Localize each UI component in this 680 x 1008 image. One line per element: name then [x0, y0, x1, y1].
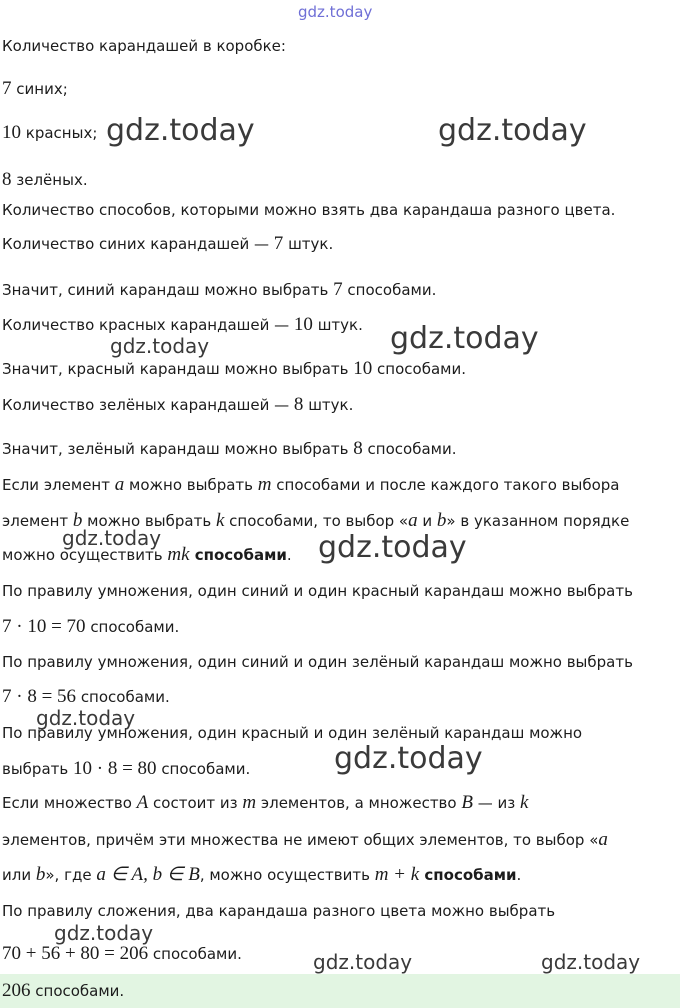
- text: способами.: [372, 360, 466, 378]
- line-l9: [2, 359, 466, 379]
- formula: m + k: [374, 864, 420, 885]
- watermark: gdz.today: [106, 113, 255, 148]
- formula: 7 · 10 = 70: [2, 616, 86, 637]
- line-l24: По правилу сложения, два карандаша разного цвета можно выбрать: [2, 902, 556, 920]
- variable: a: [408, 510, 418, 531]
- text: красных;: [21, 124, 98, 142]
- text: Если множество: [2, 794, 137, 812]
- line-l8: [2, 315, 363, 335]
- line-l7: [2, 280, 436, 300]
- watermark-top: gdz.today: [298, 3, 373, 21]
- text: способами.: [362, 440, 457, 458]
- line-l17: По правилу умножения, один синий и один зелёный карандаш можно выбрать: [2, 653, 633, 671]
- text: Значит, зелёный карандаш можно выбрать: [2, 440, 354, 458]
- text: Количество синих карандашей —: [2, 235, 274, 253]
- bold-text: способами: [189, 546, 287, 564]
- text: , можно осуществить: [199, 866, 375, 884]
- text: Значит, красный карандаш можно выбрать: [2, 360, 354, 378]
- text: Количество зелёных карандашей —: [2, 396, 294, 414]
- watermark: gdz.today: [541, 950, 641, 974]
- text: элементов, а множество: [256, 794, 462, 812]
- number: 10: [2, 122, 21, 143]
- text: выбрать: [2, 760, 73, 778]
- variable: k: [519, 792, 529, 813]
- line-l21: [2, 793, 528, 813]
- text: элемент: [2, 512, 73, 530]
- text: способами.: [76, 688, 170, 706]
- text: .: [516, 866, 522, 884]
- text: синих;: [11, 80, 68, 98]
- variable: b: [436, 510, 447, 531]
- line-l25: [2, 944, 242, 964]
- watermark: gdz.today: [36, 706, 136, 730]
- watermark: gdz.today: [438, 113, 587, 148]
- line-l22: [2, 830, 608, 850]
- line-l11: [2, 439, 456, 459]
- watermark: gdz.today: [62, 526, 162, 550]
- text: Если элемент: [2, 476, 115, 494]
- number: 8: [2, 169, 12, 190]
- variable: b: [35, 864, 46, 885]
- line-l19: По правилу умножения, один красный и один зелёный карандаш можно: [2, 724, 583, 742]
- watermark: gdz.today: [318, 530, 467, 565]
- answer-line: [2, 981, 124, 1001]
- line-l12: [2, 475, 620, 495]
- number: 7: [2, 78, 12, 99]
- line-l6: [2, 234, 333, 254]
- number: 10: [353, 358, 373, 379]
- variable: mk: [167, 544, 190, 565]
- text: штук.: [303, 396, 354, 414]
- bold-text: способами: [419, 866, 517, 884]
- text: способами.: [156, 760, 251, 778]
- watermark: gdz.today: [313, 950, 413, 974]
- text: Значит, синий карандаш можно выбрать: [2, 281, 334, 299]
- number: 206: [2, 980, 31, 1001]
- text: », где: [45, 866, 97, 884]
- variable: m: [257, 474, 272, 495]
- line-l23: [2, 865, 521, 885]
- text: Количество красных карандашей —: [2, 316, 294, 334]
- line-l14: [2, 545, 292, 565]
- text: » в указанном порядке: [446, 512, 630, 530]
- question-line: Количество способов, которыми можно взять два карандаша разного цвета.: [2, 201, 616, 219]
- blue-count-line: [2, 79, 68, 99]
- red-count-line: [2, 123, 97, 143]
- line-l10: [2, 395, 353, 415]
- number: 8: [293, 394, 304, 415]
- variable: m: [242, 792, 257, 813]
- variable: a: [114, 474, 125, 495]
- text: штук.: [283, 235, 334, 253]
- text: и: [417, 512, 437, 530]
- line-l13: [2, 511, 629, 531]
- text: штук.: [312, 316, 363, 334]
- answer-box: [0, 974, 680, 1008]
- text: можно выбрать: [124, 476, 258, 494]
- text: способами.: [342, 281, 437, 299]
- variable: B: [461, 792, 473, 813]
- text: элементов, причём эти множества не имеют общих элементов, то выбор «: [2, 831, 599, 849]
- text: способами, то выбор «: [224, 512, 409, 530]
- text: зелёных.: [11, 171, 88, 189]
- text: способами.: [85, 618, 180, 636]
- text: можно выбрать: [82, 512, 216, 530]
- text: способами и после каждого такого выбора: [271, 476, 620, 494]
- formula: 7 · 8 = 56: [2, 686, 77, 707]
- number: 7: [273, 233, 284, 254]
- number: 7: [333, 279, 343, 300]
- number: 10: [293, 314, 313, 335]
- number: 8: [353, 438, 363, 459]
- text: можно осуществить: [2, 546, 168, 564]
- text: состоит из: [148, 794, 243, 812]
- formula: 10 · 8 = 80: [73, 758, 157, 779]
- variable: b: [72, 510, 83, 531]
- variable: A: [136, 792, 149, 813]
- line-l20: [2, 759, 250, 779]
- text: или: [2, 866, 36, 884]
- watermark: gdz.today: [334, 741, 483, 776]
- watermark: gdz.today: [54, 921, 154, 945]
- watermark: gdz.today: [390, 321, 539, 356]
- formula: 70 + 56 + 80 = 206: [2, 943, 149, 964]
- line-l15: По правилу умножения, один синий и один красный карандаш можно выбрать: [2, 582, 633, 600]
- line-l18: [2, 687, 170, 707]
- green-count-line: [2, 170, 88, 190]
- line-l16: [2, 617, 179, 637]
- variable: a: [598, 829, 608, 850]
- text: способами.: [30, 982, 125, 1000]
- text: — из: [472, 794, 520, 812]
- formula: a ∈ A, b ∈ B: [96, 864, 200, 885]
- watermark: gdz.today: [110, 334, 210, 358]
- text: способами.: [148, 945, 242, 963]
- text: .: [286, 546, 292, 564]
- intro-line: Количество карандашей в коробке:: [2, 37, 286, 55]
- variable: k: [215, 510, 225, 531]
